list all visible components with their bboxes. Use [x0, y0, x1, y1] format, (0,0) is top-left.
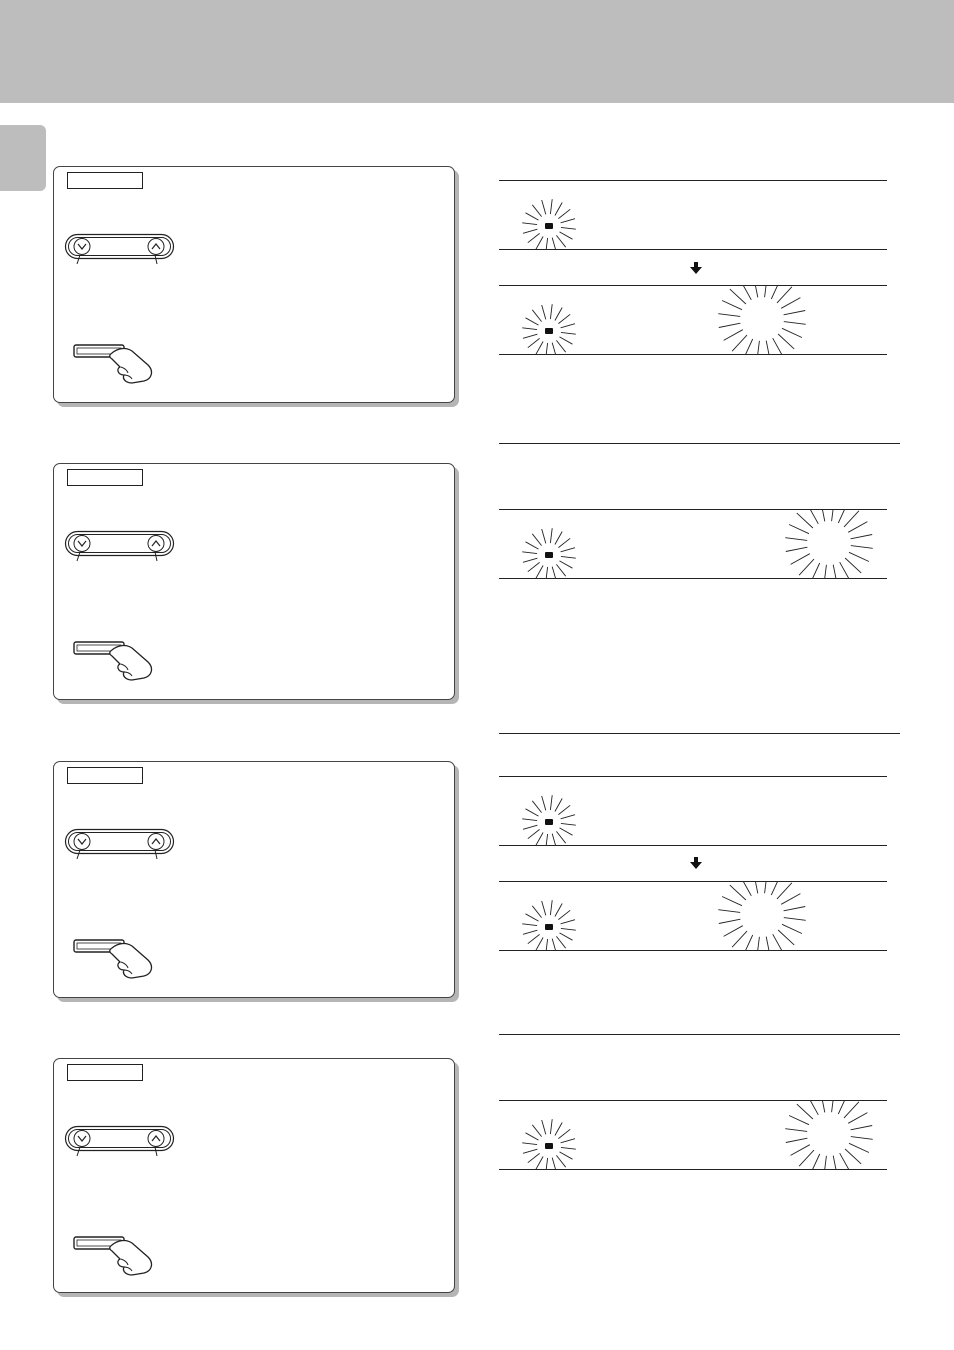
flashing-digit: [785, 510, 872, 578]
flashing-digit: [718, 286, 805, 354]
display-panel: [499, 881, 887, 951]
panel-label: [67, 469, 143, 486]
indicator-dot: [545, 223, 553, 229]
display-panel: [499, 509, 887, 579]
down-arrow-icon: [689, 261, 703, 275]
display-panel: [499, 180, 887, 250]
section-divider: [499, 443, 900, 444]
up-arrow-button-icon: [148, 834, 164, 850]
press-button-with-finger[interactable]: [72, 634, 162, 682]
panel-label: [67, 767, 143, 784]
display-panel: [499, 285, 887, 355]
press-button-with-finger[interactable]: [72, 932, 162, 980]
flashing-digit: [785, 1101, 872, 1169]
up-arrow-button-icon: [148, 239, 164, 255]
down-arrow-button-icon: [74, 536, 90, 552]
up-down-button-pair[interactable]: [64, 1125, 176, 1157]
section-tab: [0, 125, 46, 191]
display-panel: [499, 776, 887, 846]
down-arrow-icon: [689, 856, 703, 870]
indicator-dot: [545, 1143, 553, 1149]
press-button-with-finger[interactable]: [72, 1229, 162, 1277]
up-down-button-pair[interactable]: [64, 233, 176, 265]
indicator-dot: [545, 552, 553, 558]
panel-label: [67, 1064, 143, 1081]
section-divider: [499, 733, 900, 734]
indicator-dot: [545, 819, 553, 825]
display-panel: [499, 1100, 887, 1170]
step-panel-1: [53, 166, 455, 403]
indicator-dot: [545, 328, 553, 334]
down-arrow-button-icon: [74, 1131, 90, 1147]
up-arrow-button-icon: [148, 536, 164, 552]
header-band: [0, 0, 954, 103]
down-arrow-button-icon: [74, 239, 90, 255]
step-panel-3: [53, 761, 455, 998]
step-panel-2: [53, 463, 455, 700]
down-arrow-button-icon: [74, 834, 90, 850]
step-panel-4: [53, 1058, 455, 1293]
press-button-with-finger[interactable]: [72, 337, 162, 385]
flashing-digit: [718, 882, 805, 950]
indicator-dot: [545, 924, 553, 930]
panel-label: [67, 172, 143, 189]
up-down-button-pair[interactable]: [64, 530, 176, 562]
up-down-button-pair[interactable]: [64, 828, 176, 860]
section-divider: [499, 1034, 900, 1035]
up-arrow-button-icon: [148, 1131, 164, 1147]
